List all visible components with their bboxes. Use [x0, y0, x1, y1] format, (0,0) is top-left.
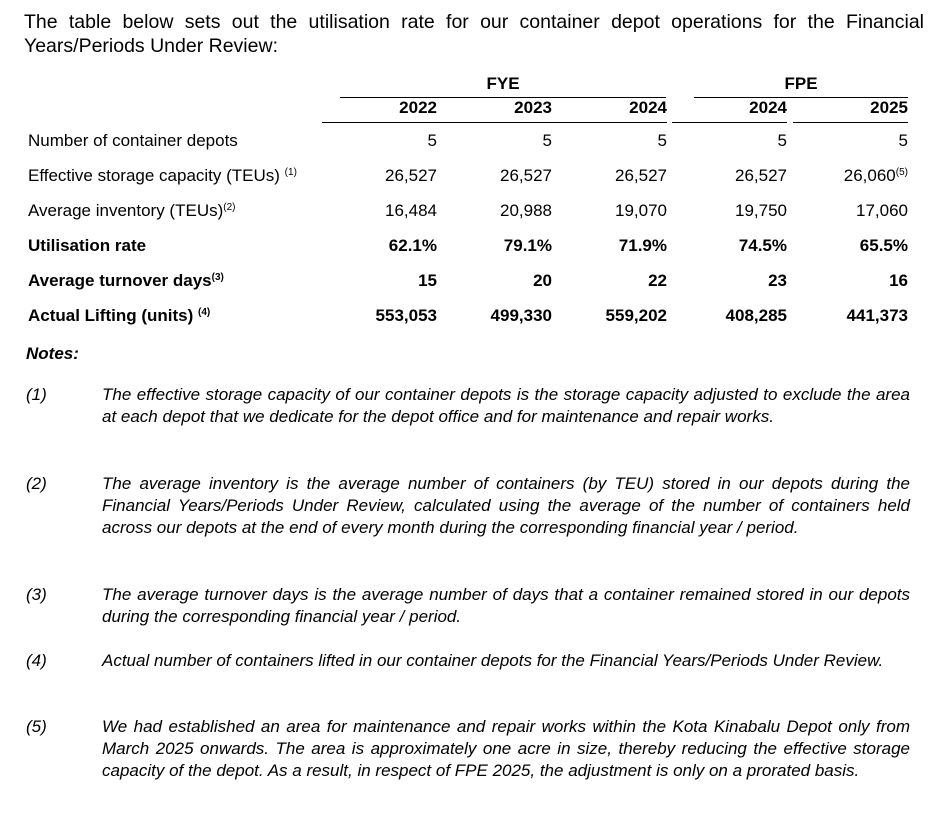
table-cell: 19,070: [615, 201, 667, 220]
note-text: Actual number of containers lifted in our container depots for the Financial Years/Periods Under Review.: [102, 651, 884, 670]
footnote-ref: (1): [284, 167, 297, 178]
table-cell: 499,330: [490, 306, 552, 325]
table-cell: 16: [889, 271, 908, 290]
table-cell: 5: [898, 131, 908, 150]
table-cell: 559,202: [605, 306, 667, 325]
note-number: (5): [26, 717, 47, 736]
note-text: We had established an area for maintenance and repair works within the Kota Kinabalu Depot only from March 2025 onwards. The area is approximately one acre in size, thereby reducing the effective storage capacity of the depot. As a result, in respect of FPE 2025, the adjustment is only on a prorated basis.: [102, 717, 910, 780]
table-cell: 441,373: [846, 306, 908, 325]
row-label: Actual Lifting (units) $^{(4)}$: [28, 306, 211, 325]
notes-title: Notes:: [26, 344, 79, 363]
table-cell: 16,484: [385, 201, 437, 220]
table-cell: 71.9%: [618, 236, 667, 255]
fpe-group-header: FPE: [784, 74, 818, 93]
table-row: [0, 164, 944, 188]
footnote-ref: (4): [197, 307, 211, 318]
table-cell: 26,060$^{(5)}$: [843, 166, 908, 185]
note-text: The effective storage capacity of our container depots is the storage capacity adjusted to exclude the area at each depot that we dedicate for the depot office and for maintenance and repair works.: [102, 385, 910, 426]
table-cell: 62.1%: [388, 236, 437, 255]
row-label: Average turnover days$^{(3)}$: [28, 271, 224, 290]
table-cell: 5: [427, 131, 437, 150]
table-cell: 65.5%: [859, 236, 908, 255]
table-row: [0, 129, 944, 153]
note-text: The average inventory is the average number of containers (by TEU) stored in our depots during the Financial Years/Periods Under Review, calculated using the average of the number of containers held across our depots at the end of every month during the corresponding financial year / period.: [102, 474, 910, 537]
note-number: (4): [26, 651, 47, 670]
table-cell: 19,750: [735, 201, 787, 220]
year-header-2023: 2023: [437, 98, 552, 123]
table-cell: 26,527: [385, 166, 437, 185]
table-cell: 17,060: [856, 201, 908, 220]
table-cell: 5: [777, 131, 787, 150]
year-header-2022: 2022: [322, 98, 437, 123]
table-cell: 5: [657, 131, 667, 150]
footnote-ref: (3): [211, 272, 224, 283]
table-cell: 408,285: [725, 306, 787, 325]
row-label: Average inventory (TEUs)$^{(2)}$: [28, 201, 236, 220]
table-cell: 26,527: [735, 166, 787, 185]
table-cell: 26,527: [615, 166, 667, 185]
table-cell: 23: [768, 271, 787, 290]
table-row: [0, 199, 944, 223]
table-row: [0, 269, 944, 293]
intro-paragraph: The table below sets out the utilisation rate for our container depot operations for the Financial Years/Periods Under Review:: [24, 11, 924, 57]
table-row: [0, 304, 944, 328]
table-cell: 20,988: [500, 201, 552, 220]
row-label: Utilisation rate: [28, 236, 147, 255]
row-label: Effective storage capacity (TEUs) $^{(1)}$: [28, 166, 297, 185]
note-number: (3): [26, 585, 47, 604]
table-row: [0, 234, 944, 258]
table-cell: 22: [648, 271, 667, 290]
table-cell: 74.5%: [738, 236, 787, 255]
year-header-fye-2024: 2024: [552, 98, 667, 123]
table-cell: 15: [418, 271, 437, 290]
note-number: (1): [26, 385, 47, 404]
table-cell: 553,053: [375, 306, 437, 325]
footnote-ref: (5): [895, 167, 908, 178]
footnote-ref: (2): [223, 202, 236, 213]
note-text: The average turnover days is the average number of days that a container remained stored in our depots during the corresponding financial year / period.: [102, 585, 910, 626]
year-header-fpe-2024: 2024: [672, 98, 787, 123]
fye-group-header: FYE: [486, 74, 520, 93]
table-cell: 20: [533, 271, 552, 290]
table-cell: 79.1%: [503, 236, 552, 255]
row-label: Number of container depots: [28, 131, 238, 150]
note-number: (2): [26, 474, 47, 493]
table-cell: 5: [542, 131, 552, 150]
table-cell: 26,527: [500, 166, 552, 185]
year-header-fpe-2025: 2025: [793, 98, 908, 123]
